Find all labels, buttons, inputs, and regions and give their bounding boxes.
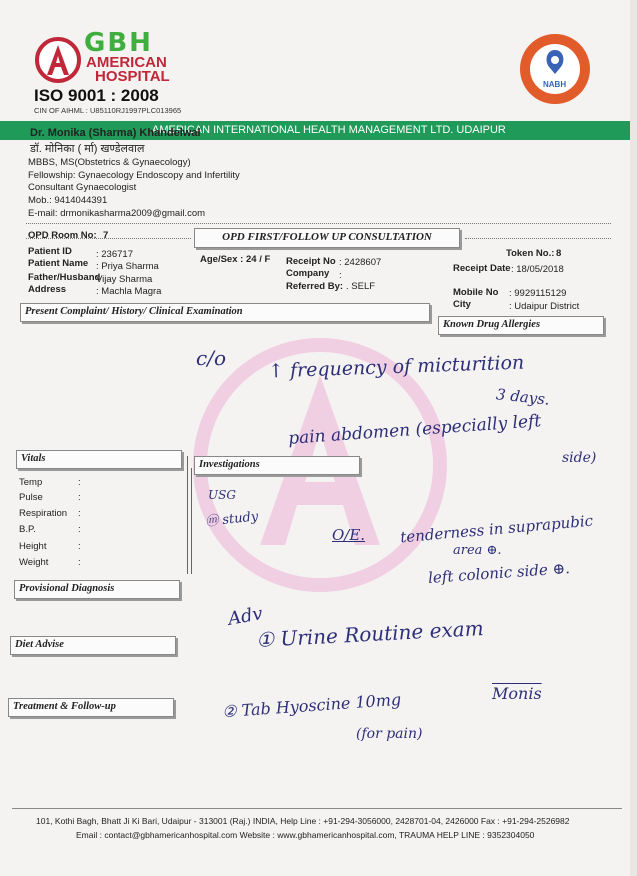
brand-american: AMERICAN: [86, 54, 167, 71]
patient-name-value: : Priya Sharma: [96, 261, 159, 272]
separator-line: [26, 223, 611, 224]
footer-address: 101, Kothi Bagh, Bhatt Ji Ki Bari, Udaipur - 313001 (Raj.) INDIA, Help Line : +91-294-3056000, 2428701-04, 2426000 Fax : +91-294-2526982: [36, 816, 570, 826]
band-text: AMERICAN INTERNATIONAL HEALTH MANAGEMENT LTD. UDAIPUR: [152, 124, 506, 136]
hw-investigation-usg: USG: [208, 488, 236, 502]
father-label: Father/Husband: [28, 272, 101, 283]
receipt-label: Receipt No: [286, 256, 336, 267]
agesex-value: 24 / F: [246, 254, 271, 265]
section-treatment: Treatment & Follow-up: [8, 698, 174, 717]
receipt-date-label: Receipt Date: [453, 263, 511, 274]
hw-advice-item2-note: (for pain): [356, 726, 423, 742]
city-value: : Udaipur District: [509, 301, 580, 312]
hw-examination-line2: area ⊕.: [453, 543, 502, 558]
column-divider: [191, 468, 192, 574]
hw-advice-item1: ① Urine Routine exam: [255, 616, 485, 652]
hw-complaint-line3: pain abdomen (especially left: [287, 411, 542, 449]
section-investigations: Investigations: [194, 456, 360, 475]
doctor-fellowship: Fellowship: Gynaecology Endoscopy and Infertility: [28, 170, 240, 181]
doctor-signature: Monis: [492, 684, 542, 703]
section-diet: Diet Advise: [10, 636, 176, 655]
cin-number: CIN OF AIHML : U85110RJ1997PLC013965: [34, 106, 182, 115]
hospital-logo-icon: [34, 36, 82, 84]
patient-name-label: Patient Name: [28, 258, 89, 269]
hw-examination-line3: left colonic side ⊕.: [427, 559, 571, 587]
brand-gbh: GBH: [84, 28, 153, 58]
nabh-seal-icon: [518, 32, 592, 106]
iso-certification: ISO 9001 : 2008: [34, 86, 159, 105]
hw-advice-item2: ② Tab Hyoscine 10mg: [221, 689, 402, 722]
receipt-date-value: : 18/05/2018: [511, 264, 564, 275]
separator-line: [465, 238, 611, 239]
form-title: OPD FIRST/FOLLOW UP CONSULTATION: [194, 228, 460, 248]
patient-id-value: : 236717: [96, 249, 133, 260]
hw-complaint-line4: side): [562, 450, 597, 466]
doctor-name: Dr. Monika (Sharma) Khandelwal: [30, 127, 201, 139]
token-label: Token No.:: [506, 248, 555, 259]
referred-value: . SELF: [346, 281, 376, 292]
vital-label: Pulse: [19, 492, 43, 503]
mobile-value: : 9929115129: [509, 288, 567, 299]
address-value: : Machla Magra: [96, 286, 162, 297]
receipt-value: : 2428607: [339, 257, 382, 268]
token-value: 8: [556, 248, 562, 259]
separator-line: [26, 238, 191, 239]
agesex-label: Age/Sex :: [200, 254, 244, 265]
brand-hospital: HOSPITAL: [95, 68, 170, 85]
doctor-email: E-mail: drmonikasharma2009@gmail.com: [28, 208, 206, 219]
city-label: City: [453, 299, 471, 310]
doctor-mobile: Mob.: 9414044391: [28, 195, 108, 206]
vital-separator: :: [78, 508, 81, 519]
opd-room-value: 7: [103, 230, 109, 241]
vital-label: Height: [19, 541, 47, 552]
section-vitals: Vitals: [16, 450, 182, 469]
vital-label: Temp: [19, 477, 43, 488]
hw-complaint-prefix: c/o: [196, 346, 226, 370]
vital-separator: :: [78, 524, 81, 535]
mobile-label: Mobile No: [453, 287, 499, 298]
hw-complaint-line2: 3 days.: [495, 385, 551, 409]
patient-id-label: Patient ID: [28, 246, 72, 257]
hw-complaint-line1: ↑ frequency of micturition: [267, 351, 525, 383]
footer-contact: Email : contact@gbhamericanhospital.com Website : www.gbhamericanhospital.com, TRAUMA HELP LINE : 9352304050: [76, 830, 535, 840]
vital-separator: :: [78, 557, 81, 568]
section-allergies: Known Drug Allergies: [438, 316, 604, 335]
nabh-label: NABH: [543, 80, 567, 89]
doctor-degree: MBBS, MS(Obstetrics & Gynaecology): [28, 157, 191, 168]
doctor-title: Consultant Gynaecologist: [28, 182, 137, 193]
opd-room-label: OPD Room No:: [28, 230, 97, 241]
column-divider: [187, 456, 188, 574]
vital-separator: :: [78, 477, 81, 488]
company-label: Company: [286, 268, 330, 279]
doctor-name-hindi: डॉ. मोनिका ( र्मा) खण्डेलवाल: [30, 143, 145, 155]
section-diagnosis: Provisional Diagnosis: [14, 580, 180, 599]
hw-examination-prefix: O/E.: [332, 526, 366, 544]
vital-separator: :: [78, 492, 81, 503]
vital-label: Respiration: [19, 508, 68, 519]
company-value: :: [339, 270, 342, 281]
hw-investigation-study: ⓜ study: [204, 509, 259, 530]
section-complaint: Present Complaint/ History/ Clinical Examination: [20, 303, 430, 322]
vital-label: Weight: [19, 557, 49, 568]
address-label: Address: [28, 284, 67, 295]
hw-advice-prefix: Adv: [226, 603, 265, 630]
footer-rule: [12, 808, 622, 809]
hw-examination-line1: tenderness in suprapubic: [399, 511, 594, 547]
referred-label: Referred By:: [286, 281, 344, 292]
vital-label: B.P.: [19, 524, 36, 535]
vital-separator: :: [78, 541, 81, 552]
father-value: Vijay Sharma: [96, 274, 153, 285]
